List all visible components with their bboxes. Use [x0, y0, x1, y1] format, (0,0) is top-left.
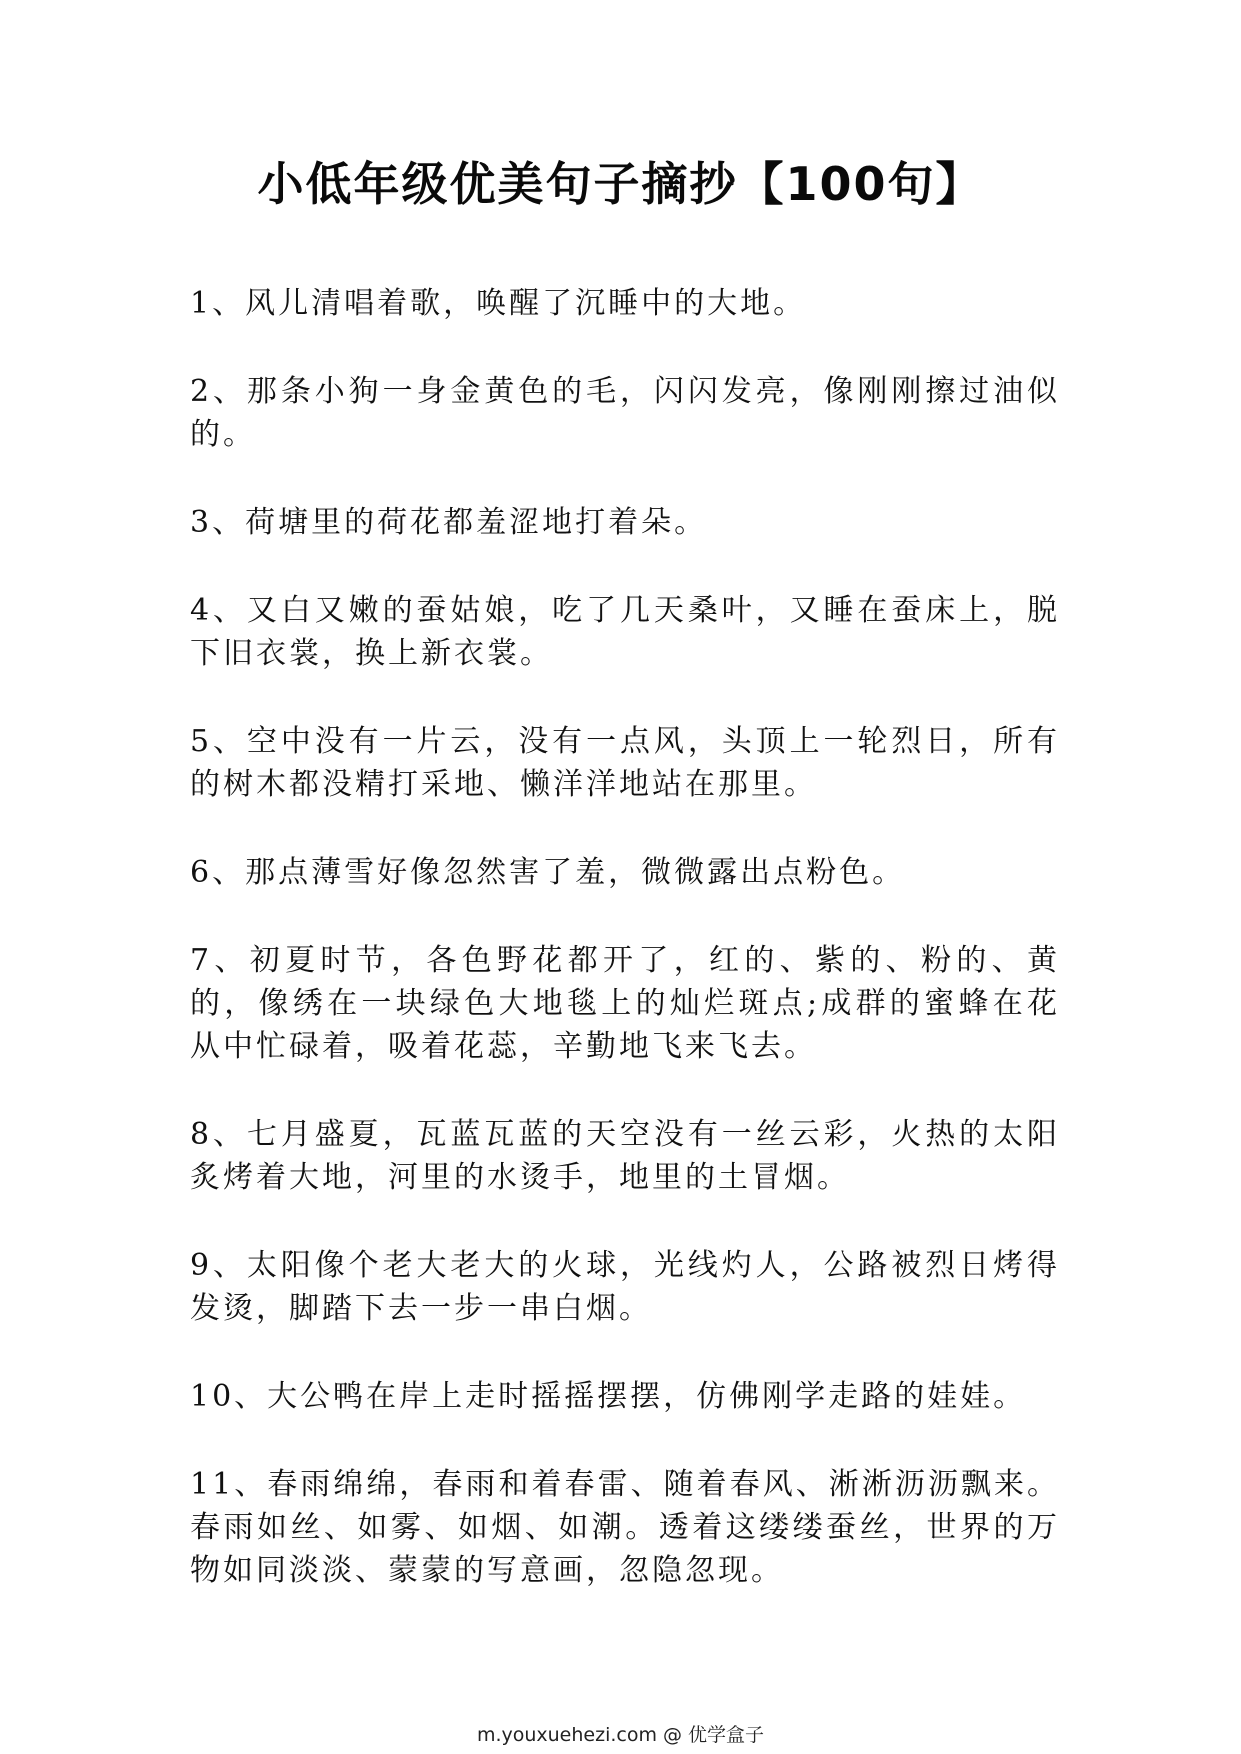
sentence-item: 5、空中没有一片云，没有一点风，头顶上一轮烈日，所有的树木都没精打采地、懒洋洋地站在那里。 — [190, 724, 1060, 802]
sentence-item: 2、那条小狗一身金黄色的毛，闪闪发亮，像刚刚擦过油似的。 — [190, 374, 1060, 452]
sentence-item: 4、又白又嫩的蚕姑娘，吃了几天桑叶，又睡在蚕床上，脱下旧衣裳，换上新衣裳。 — [190, 593, 1060, 671]
page-title: 小低年级优美句子摘抄【100句】 — [257, 157, 984, 211]
sentence-item: 6、那点薄雪好像忽然害了羞，微微露出点粉色。 — [190, 855, 906, 890]
sentence-item: 9、太阳像个老大老大的火球，光线灼人，公路被烈日烤得发烫，脚踏下去一步一串白烟。 — [190, 1248, 1060, 1326]
sentence-item: 7、初夏时节，各色野花都开了，红的、紫的、粉的、黄的，像绣在一块绿色大地毯上的灿烂斑点;成群的蜜蜂在花从中忙碌着，吸着花蕊，辛勤地飞来飞去。 — [190, 943, 1060, 1064]
sentence-item: 1、风儿清唱着歌，唤醒了沉睡中的大地。 — [190, 286, 807, 321]
sentence-item: 10、大公鸭在岸上走时摇摇摆摆，仿佛刚学走路的娃娃。 — [190, 1379, 1027, 1414]
sentence-item: 11、春雨绵绵，春雨和着春雷、随着春风、淅淅沥沥飘来。春雨如丝、如雾、如烟、如潮。透着这缕缕蚕丝，世界的万物如同淡淡、蒙蒙的写意画，忽隐忽现。 — [190, 1467, 1060, 1588]
sentence-list — [190, 282, 1060, 1637]
sentence-item: 8、七月盛夏，瓦蓝瓦蓝的天空没有一丝云彩，火热的太阳炙烤着大地，河里的水烫手，地里的土冒烟。 — [190, 1117, 1060, 1195]
footer-watermark: m.youxuehezi.com @ 优学盒子 — [476, 1724, 765, 1746]
sentence-item: 3、荷塘里的荷花都羞涩地打着朵。 — [190, 505, 708, 540]
